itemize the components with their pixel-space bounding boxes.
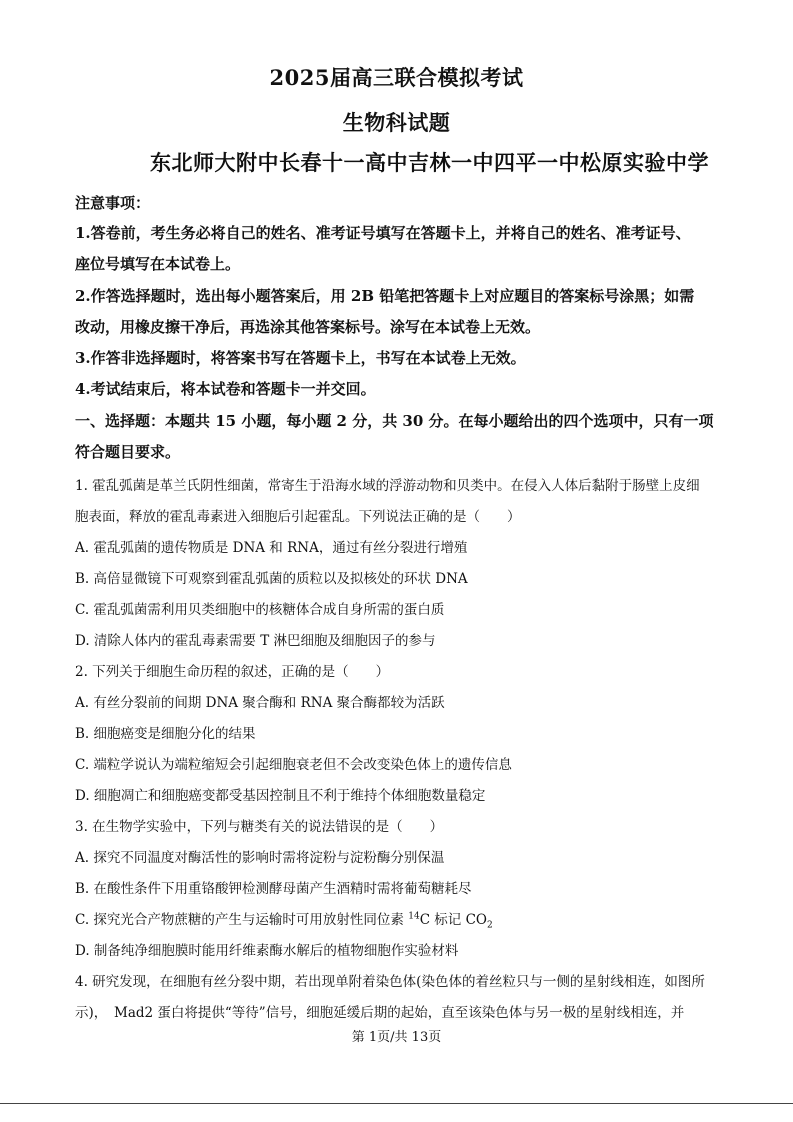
- q2-stem: 2. 下列关于细胞生命历程的叙述，正确的是（ ）: [75, 664, 390, 680]
- notice-item-3: 3.作答非选择题时，将答案书写在答题卡上，书写在本试卷上无效。: [75, 349, 526, 367]
- q3-stem: 3. 在生物学实验中，下列与糖类有关的说法错误的是（ ）: [75, 819, 444, 835]
- page-number: 第 1页/共 13页: [351, 1030, 442, 1045]
- section-heading-line-1: 一、选择题：本题共 15 小题，每小题 2 分，共 30 分。在每小题给出的四个选项中，只有一项: [75, 412, 714, 430]
- bottom-divider: [0, 1103, 793, 1104]
- q3-option-a: A. 探究不同温度对酶活性的影响时需将淀粉与淀粉酶分别保温: [75, 850, 445, 866]
- q3-isotope-mass: 14: [408, 911, 420, 922]
- q3-option-c-text: C. 探究光合产物蔗糖的产生与运输时可用放射性同位素: [75, 912, 409, 928]
- exam-title: 2025届高三联合模拟考试: [269, 65, 524, 90]
- q2-option-b: B. 细胞癌变是细胞分化的结果: [75, 726, 256, 742]
- q2-option-d: D. 细胞凋亡和细胞癌变都受基因控制且不利于维持个体细胞数量稳定: [75, 788, 486, 804]
- school-names: 东北师大附中长春十一高中吉林一中四平一中松原实验中学: [150, 150, 709, 175]
- q1-stem-line-1: 1. 霍乱弧菌是革兰氏阴性细菌，常寄生于沿海水域的浮游动物和贝类中。在侵入人体后黏附于肠壁上皮细: [75, 478, 700, 494]
- q1-option-d: D. 清除人体内的霍乱毒素需要 T 淋巴细胞及细胞因子的参与: [75, 633, 436, 649]
- q3-option-c: [75, 908, 725, 931]
- q1-option-c: C. 霍乱弧菌需利用贝类细胞中的核糖体合成自身所需的蛋白质: [75, 602, 445, 618]
- q3-option-c-text-2: C 标记 CO: [419, 912, 487, 928]
- notice-item-1-line-1: 1.答卷前，考生务必将自己的姓名、准考证号填写在答题卡上，并将自己的姓名、准考证号、: [75, 224, 691, 242]
- notice-item-2-line-2: 改动，用橡皮擦干净后，再选涂其他答案标号。涂写在本试卷上无效。: [75, 318, 541, 336]
- q4-stem-line-1: 4. 研究发现，在细胞有丝分裂中期，若出现单附着染色体(染色体的着丝粒只与一侧的星射线相连，如图所: [75, 974, 705, 990]
- q1-option-a: A. 霍乱弧菌的遗传物质是 DNA 和 RNA，通过有丝分裂进行增殖: [75, 540, 468, 556]
- notice-item-1-line-2: 座位号填写在本试卷上。: [75, 255, 241, 273]
- q4-stem-line-2: 示)， Mad2 蛋白将提供“等待”信号，细胞延缓后期的起始，直至该染色体与另一极的星射线相连，并: [75, 1005, 685, 1021]
- q3-option-b: B. 在酸性条件下用重铬酸钾检测酵母菌产生酒精时需将葡萄糖耗尽: [75, 881, 472, 897]
- q3-option-d: D. 制备纯净细胞膜时能用纤维素酶水解后的植物细胞作实验材料: [75, 943, 459, 959]
- subject-title: 生物科试题: [342, 110, 451, 135]
- notice-item-4: 4.考试结束后，将本试卷和答题卡一并交回。: [75, 380, 376, 398]
- q1-stem-line-2: 胞表面，释放的霍乱毒素进入细胞后引起霍乱。下列说法正确的是（ ）: [75, 509, 521, 525]
- q1-option-b: B. 高倍显微镜下可观察到霍乱弧菌的质粒以及拟核处的环状 DNA: [75, 571, 468, 587]
- notice-item-2-line-1: 2.作答选择题时，选出每小题答案后，用 2B 铅笔把答题卡上对应题目的答案标号涂黑；如需: [75, 287, 695, 305]
- q2-option-a: A. 有丝分裂前的间期 DNA 聚合酶和 RNA 聚合酶都较为活跃: [75, 695, 445, 711]
- q2-option-c: C. 端粒学说认为端粒缩短会引起细胞衰老但不会改变染色体上的遗传信息: [75, 757, 512, 773]
- notice-heading: 注意事项：: [75, 194, 151, 212]
- q3-subscript: 2: [487, 920, 493, 931]
- section-heading-line-2: 符合题目要求。: [75, 443, 181, 461]
